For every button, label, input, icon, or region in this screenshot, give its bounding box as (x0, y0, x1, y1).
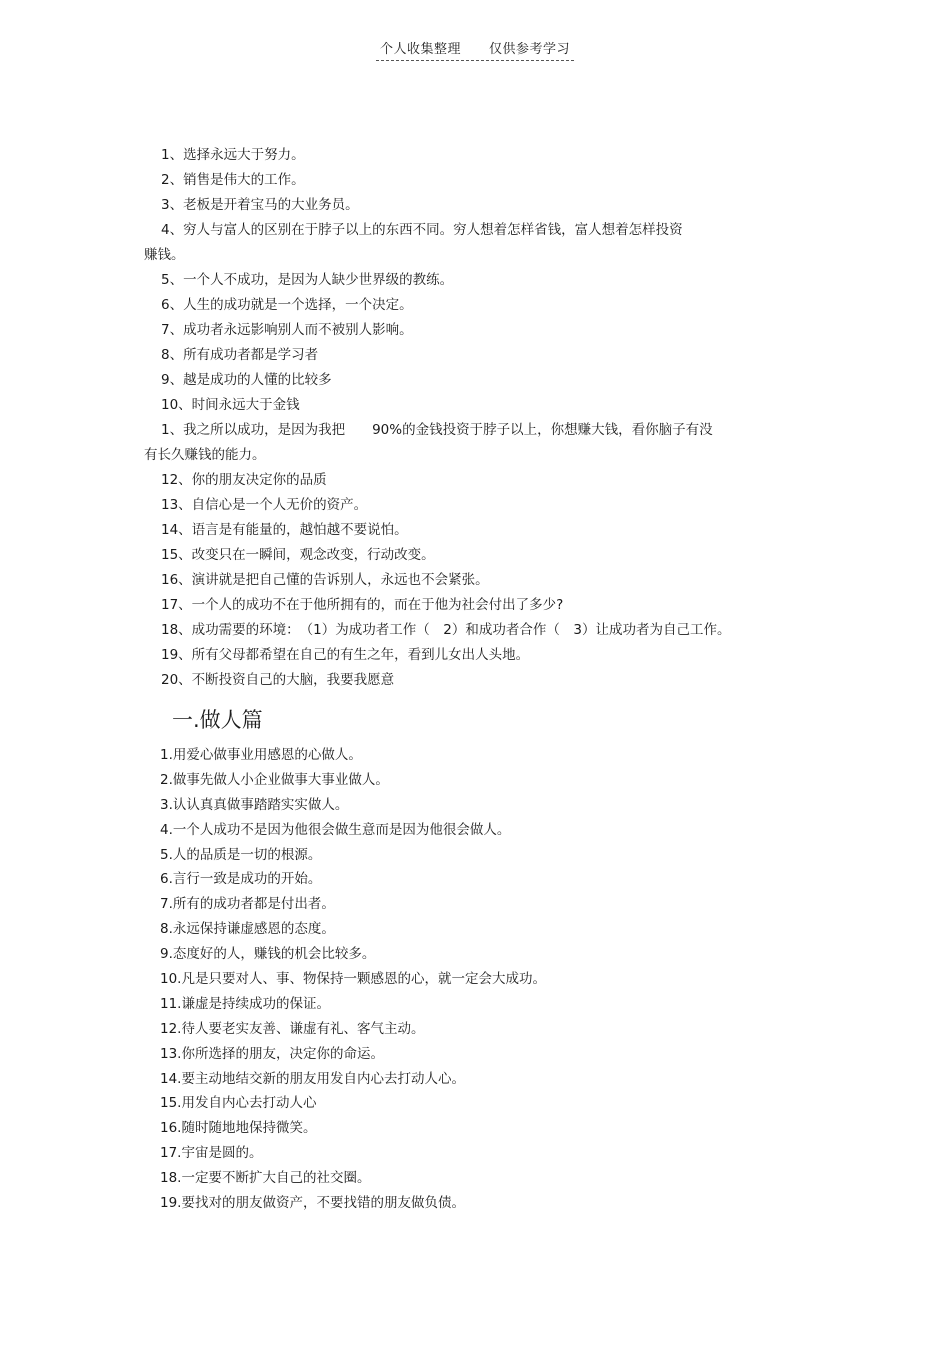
list-item: 14、语言是有能量的，越怕越不要说怕。 (161, 522, 408, 538)
list-item: 4.一个人成功不是因为他很会做生意而是因为他很会做人。 (160, 821, 511, 838)
list-item: 18.一定要不断扩大自己的社交圈。 (160, 1170, 371, 1187)
header-right-text: 仅供参考学习 (489, 42, 571, 57)
list-item: 13.你所选择的朋友，决定你的命运。 (160, 1045, 384, 1062)
list-item: 7.所有的成功者都是付出者。 (160, 896, 335, 913)
list-item: 10.凡是只要对人、事、物保持一颗感恩的心，就一定会大成功。 (160, 971, 546, 988)
list-item: 10、时间永远大于金钱 (161, 397, 300, 413)
list-item: 5、一个人不成功，是因为人缺少世界级的教练。 (161, 272, 454, 288)
list-item: 11.谦虚是持续成功的保证。 (160, 995, 330, 1012)
list-item: 6、人生的成功就是一个选择，一个决定。 (161, 297, 413, 313)
list-item: 6.言行一致是成功的开始。 (160, 871, 322, 888)
list-item: 8.永远保持谦虚感恩的态度。 (160, 921, 335, 938)
list-item: 15、改变只在一瞬间，观念改变，行动改变。 (161, 547, 435, 563)
list-item: 5.人的品质是一切的根源。 (160, 846, 322, 863)
list-item: 1.用爱心做事业用感恩的心做人。 (160, 747, 362, 763)
list-item: 16.随时随地地保持微笑。 (160, 1120, 317, 1137)
list-item-continuation: 有长久赚钱的能力。 (144, 447, 266, 463)
section-title: 一.做人篇 (172, 708, 263, 732)
list-item: 17、一个人的成功不在于他所拥有的，而在于他为社会付出了多少? (161, 597, 564, 613)
list-item: 2.做事先做人小企业做事大事业做人。 (160, 771, 389, 788)
list-item: 12、你的朋友决定你的品质 (161, 472, 327, 488)
header-underline (376, 38, 574, 61)
list-item: 8、所有成功者都是学习者 (161, 347, 319, 363)
list-item: 19、所有父母都希望在自己的有生之年，看到儿女出人头地。 (161, 647, 530, 663)
list-item: 3、老板是开着宝马的大业务员。 (161, 197, 359, 213)
success-quotes-list (0, 143, 950, 693)
header-left-text: 个人收集整理 (379, 42, 461, 57)
list-item: 14.要主动地结交新的朋友用发自内心去打动人心。 (160, 1070, 465, 1087)
list-item: 9.态度好的人，赚钱的机会比较多。 (160, 946, 376, 963)
list-item: 7、成功者永远影响别人而不被别人影响。 (161, 322, 413, 338)
list-item: 15.用发自内心去打动人心 (160, 1095, 317, 1112)
list-item: 3.认认真真做事踏踏实实做人。 (160, 796, 349, 813)
list-item: 4、穷人与富人的区别在于脖子以上的东西不同。穷人想着怎样省钱，富人想着怎样投资 (161, 222, 683, 238)
page-header (0, 38, 950, 61)
list-item: 20、不断投资自己的大脑，我要我愿意 (161, 672, 395, 688)
list-item-continuation: 赚钱。 (144, 247, 185, 263)
document-body (0, 143, 950, 1216)
list-item: 18、成功需要的环境： （1）为成功者工作（ 2）和成功者合作（ 3）让成功者为自己工作。 (161, 622, 731, 638)
list-item: 13、自信心是一个人无价的资产。 (161, 497, 368, 513)
list-item: 12.待人要老实友善、谦虚有礼、客气主动。 (160, 1020, 425, 1037)
list-item: 17.宇宙是圆的。 (160, 1145, 263, 1162)
conduct-quotes-list (0, 743, 950, 1216)
list-item: 1、选择永远大于努力。 (161, 147, 305, 163)
list-item: 9、越是成功的人懂的比较多 (161, 372, 332, 388)
list-item: 1、我之所以成功，是因为我把 90%的金钱投资于脖子以上，你想赚大钱，看你脑子有没 (161, 422, 713, 438)
list-item: 16、演讲就是把自己懂的告诉别人，永远也不会紧张。 (161, 572, 489, 588)
list-item: 19.要找对的朋友做资产，不要找错的朋友做负债。 (160, 1195, 465, 1212)
list-item: 2、销售是伟大的工作。 (161, 172, 305, 188)
